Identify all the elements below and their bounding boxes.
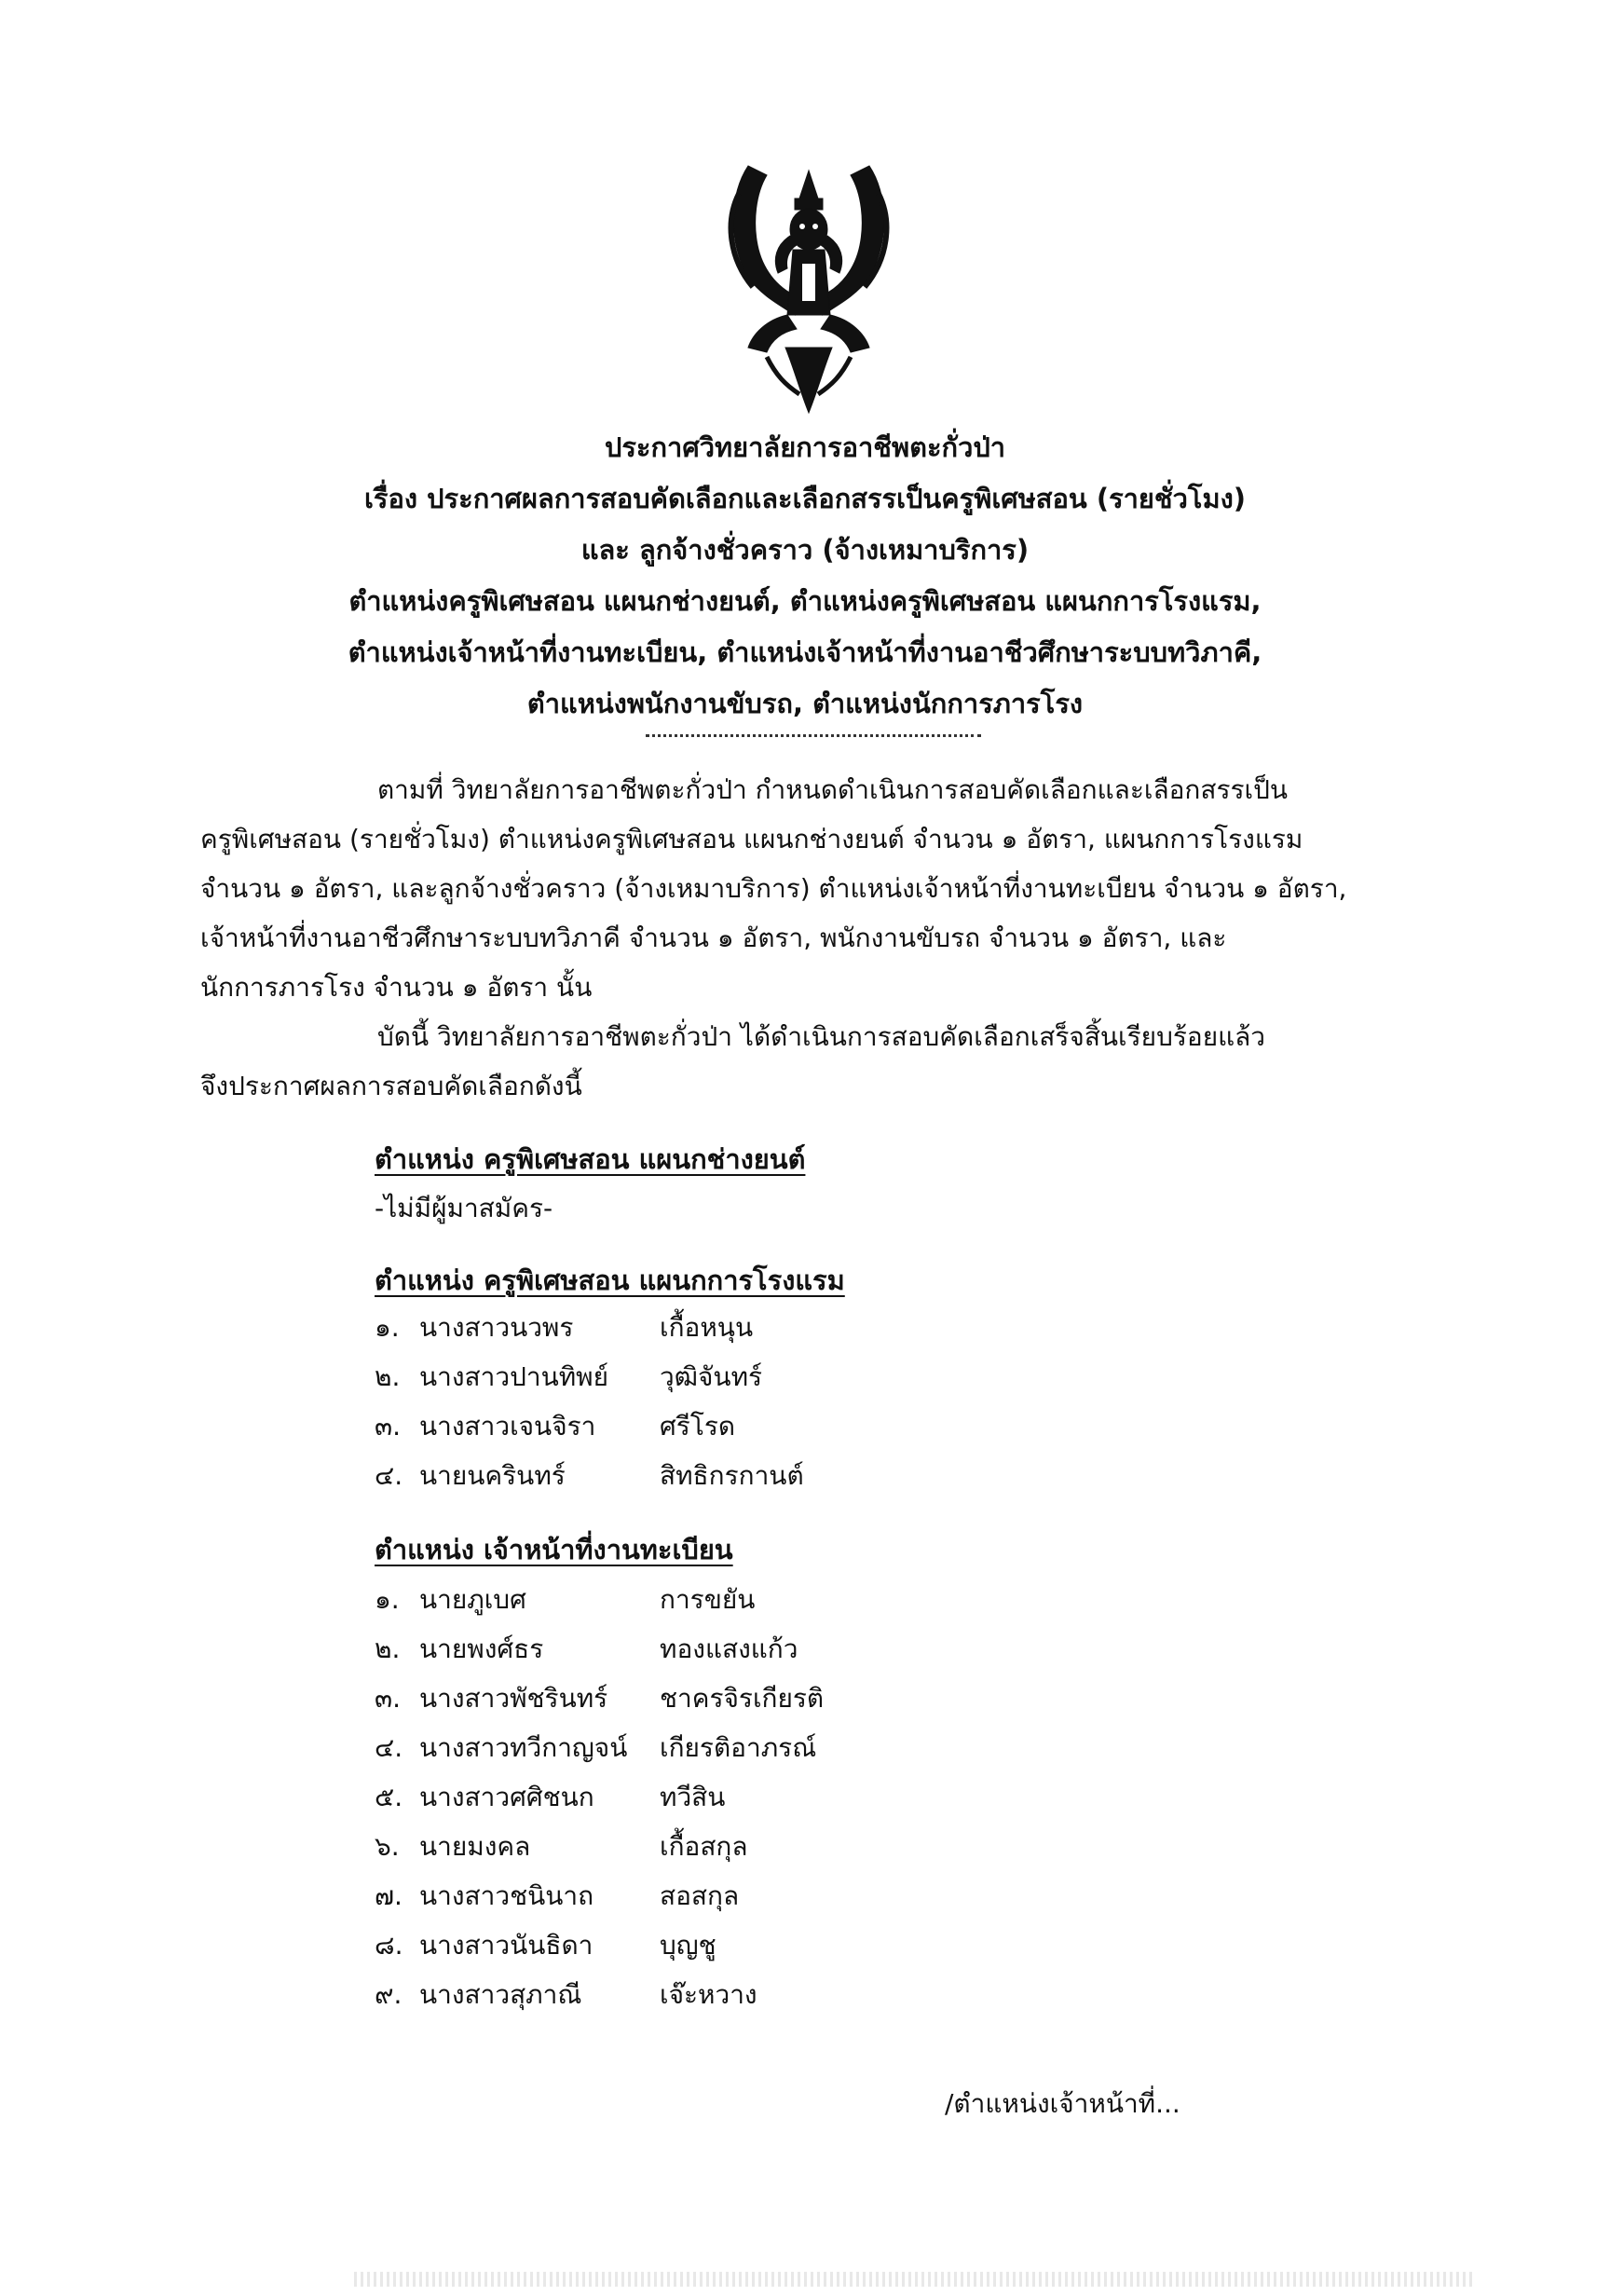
section-heading-registrar: ตำแหน่ง เจ้าหน้าที่งานทะเบียน <box>375 1534 733 1565</box>
first-name: นางสาวนวพร <box>419 1312 574 1343</box>
first-name: นางสาวปานทิพย์ <box>419 1361 609 1392</box>
list-item <box>375 1303 1027 1352</box>
first-name: นายนครินทร์ <box>419 1460 566 1491</box>
continuation-note: /ตำแหน่งเจ้าหน้าที่... <box>945 2088 1180 2119</box>
first-name: นายมงคล <box>419 1831 531 1862</box>
list-item <box>375 1575 1027 1624</box>
item-number: ๒. <box>375 1361 401 1392</box>
title-line-2: เรื่อง ประกาศผลการสอบคัดเลือกและเลือกสรรเป็นครูพิเศษสอน (รายชั่วโมง) <box>363 483 1246 514</box>
announcement-title <box>186 422 1424 730</box>
last-name: ชาครจิรเกียรติ <box>660 1683 825 1714</box>
last-name: ทวีสิน <box>660 1782 726 1812</box>
last-name: ศรีโรด <box>660 1411 736 1442</box>
item-number: ๕. <box>375 1782 403 1812</box>
last-name: สิทธิกรกานต์ <box>660 1460 804 1491</box>
list-item <box>375 1352 1027 1401</box>
scan-artifact <box>354 2272 1472 2287</box>
first-name: นางสาวศศิชนก <box>419 1782 594 1812</box>
first-name: นายพงศ์ธร <box>419 1633 544 1664</box>
paragraph-line: จำนวน ๑ อัตรา, และลูกจ้างชั่วคราว (จ้างเหมาบริการ) ตำแหน่งเจ้าหน้าที่งานทะเบียน จำนวน ๑ อัตรา, <box>200 873 1347 904</box>
first-name: นางสาวสุภาณี <box>419 1979 582 2010</box>
title-line-3: และ ลูกจ้างชั่วคราว (จ้างเหมาบริการ) <box>580 534 1030 566</box>
first-name: นางสาวทวีกาญจน์ <box>419 1732 628 1763</box>
item-number: ๔. <box>375 1732 403 1763</box>
item-number: ๙. <box>375 1979 402 2010</box>
first-name: นางสาวเจนจิรา <box>419 1411 596 1442</box>
list-item <box>375 1451 1027 1500</box>
list-item <box>375 1970 1027 2019</box>
last-name: การขยัน <box>660 1584 756 1615</box>
last-name: เกื้อหนุน <box>660 1312 754 1343</box>
garuda-emblem-icon <box>711 157 907 422</box>
list-item <box>375 1723 1027 1772</box>
dotted-divider <box>646 734 981 737</box>
paragraph-line: บัดนี้ วิทยาลัยการอาชีพตะกั่วป่า ได้ดำเนินการสอบคัดเลือกเสร็จสิ้นเรียบร้อยแล้ว <box>377 1021 1266 1052</box>
last-name: สอสกุล <box>660 1880 740 1911</box>
paragraph-line: จึงประกาศผลการสอบคัดเลือกดังนี้ <box>200 1071 582 1101</box>
last-name: ทองแสงแก้ว <box>660 1633 798 1664</box>
item-number: ๒. <box>375 1633 401 1664</box>
last-name: เกียรติอาภรณ์ <box>660 1732 817 1763</box>
item-number: ๑. <box>375 1584 400 1615</box>
paragraph-line: นักการภารโรง จำนวน ๑ อัตรา นั้น <box>200 972 593 1003</box>
last-name: เจ๊ะหวาง <box>660 1979 757 2010</box>
hotel-candidate-list <box>375 1303 1027 1500</box>
item-number: ๓. <box>375 1683 402 1714</box>
title-line-6: ตำแหน่งพนักงานขับรถ, ตำแหน่งนักการภารโรง <box>526 688 1084 719</box>
list-item <box>375 1822 1027 1871</box>
title-line-5: ตำแหน่งเจ้าหน้าที่งานทะเบียน, ตำแหน่งเจ้าหน้าที่งานอาชีวศึกษาระบบทวิภาคี, <box>348 636 1262 668</box>
item-number: ๗. <box>375 1880 402 1911</box>
list-item <box>375 1674 1027 1723</box>
last-name: เกื้อสกุล <box>660 1831 748 1862</box>
first-name: นายภูเบศ <box>419 1584 526 1615</box>
section-heading-auto: ตำแหน่ง ครูพิเศษสอน แผนกช่างยนต์ <box>375 1143 806 1175</box>
section-heading-hotel: ตำแหน่ง ครูพิเศษสอน แผนกการโรงแรม <box>375 1264 845 1296</box>
list-item <box>375 1920 1027 1970</box>
title-line-1: ประกาศวิทยาลัยการอาชีพตะกั่วป่า <box>604 431 1006 463</box>
no-applicants-note: -ไม่มีผู้มาสมัคร- <box>375 1193 553 1223</box>
item-number: ๑. <box>375 1312 400 1343</box>
last-name: วุฒิจันทร์ <box>660 1361 763 1392</box>
paragraph-line: ตามที่ วิทยาลัยการอาชีพตะกั่วป่า กำหนดดำเนินการสอบคัดเลือกและเลือกสรรเป็น <box>377 774 1289 805</box>
title-line-4: ตำแหน่งครูพิเศษสอน แผนกช่างยนต์, ตำแหน่งครูพิเศษสอน แผนกการโรงแรม, <box>348 585 1262 617</box>
first-name: นางสาวชนินาถ <box>419 1880 594 1911</box>
paragraph-line: ครูพิเศษสอน (รายชั่วโมง) ตำแหน่งครูพิเศษสอน แผนกช่างยนต์ จำนวน ๑ อัตรา, แผนกการโรงแรม <box>200 824 1303 854</box>
paragraph-line: เจ้าหน้าที่งานอาชีวศึกษาระบบทวิภาคี จำนวน ๑ อัตรา, พนักงานขับรถ จำนวน ๑ อัตรา, และ <box>200 922 1227 953</box>
list-item <box>375 1871 1027 1920</box>
registrar-candidate-list <box>375 1575 1027 2019</box>
list-item <box>375 1401 1027 1451</box>
result-paragraph <box>200 1012 1402 1111</box>
item-number: ๘. <box>375 1930 403 1961</box>
list-item <box>375 1772 1027 1822</box>
item-number: ๔. <box>375 1460 403 1491</box>
list-item <box>375 1624 1027 1674</box>
item-number: ๓. <box>375 1411 402 1442</box>
first-name: นางสาวนันธิดา <box>419 1930 594 1961</box>
intro-paragraph <box>200 765 1402 1012</box>
last-name: บุญชู <box>660 1930 716 1961</box>
first-name: นางสาวพัชรินทร์ <box>419 1683 608 1714</box>
item-number: ๖. <box>375 1831 400 1862</box>
